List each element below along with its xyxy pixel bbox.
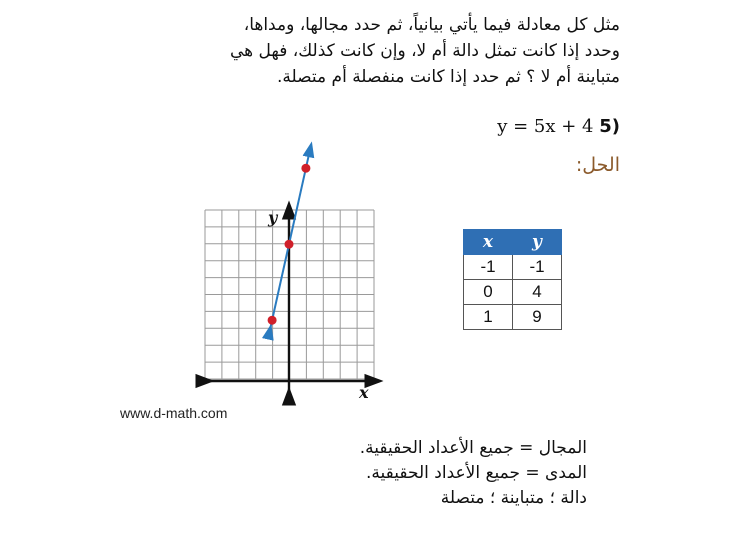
range-answer: المدى = جميع الأعداد الحقيقية. <box>366 463 587 483</box>
problem-number: 5) <box>599 116 620 137</box>
table-header-y: y <box>513 230 562 255</box>
answers <box>360 436 587 511</box>
plotted-point <box>301 164 310 173</box>
solution-label: الحل: <box>575 154 620 176</box>
domain-answer: المجال = جميع الأعداد الحقيقية. <box>359 438 587 458</box>
table-cell: 0 <box>464 280 513 305</box>
table-cell: 4 <box>513 280 562 305</box>
table-cell: -1 <box>513 255 562 280</box>
plotted-point <box>285 240 294 249</box>
watermark: www.d-math.com <box>120 405 228 421</box>
classification-answer: دالة ؛ متباينة ؛ متصلة <box>440 488 587 508</box>
table-cell: 1 <box>464 305 513 330</box>
question-line: متباينة أم لا ؟ ثم حدد إذا كانت منفصلة أم متصلة. <box>277 67 620 87</box>
value-table <box>463 229 562 330</box>
table-cell: -1 <box>464 255 513 280</box>
table-header-row <box>464 230 562 255</box>
table-row <box>464 255 562 280</box>
table-row <box>464 305 562 330</box>
question-line: وحدد إذا كانت تمثل دالة أم لا، وإن كانت كذلك، فهل هي <box>229 41 620 61</box>
table-header-x: x <box>464 230 513 255</box>
question-line: مثل كل معادلة فيما يأتي بيانياً، ثم حدد مجالها، ومداها، <box>243 15 620 35</box>
y-axis-label: y <box>268 208 278 227</box>
problem-equation: y = 5x + 4 <box>497 116 594 137</box>
x-axis-label: x <box>359 383 369 402</box>
plotted-point <box>268 316 277 325</box>
table-cell: 9 <box>513 305 562 330</box>
table-row <box>464 280 562 305</box>
